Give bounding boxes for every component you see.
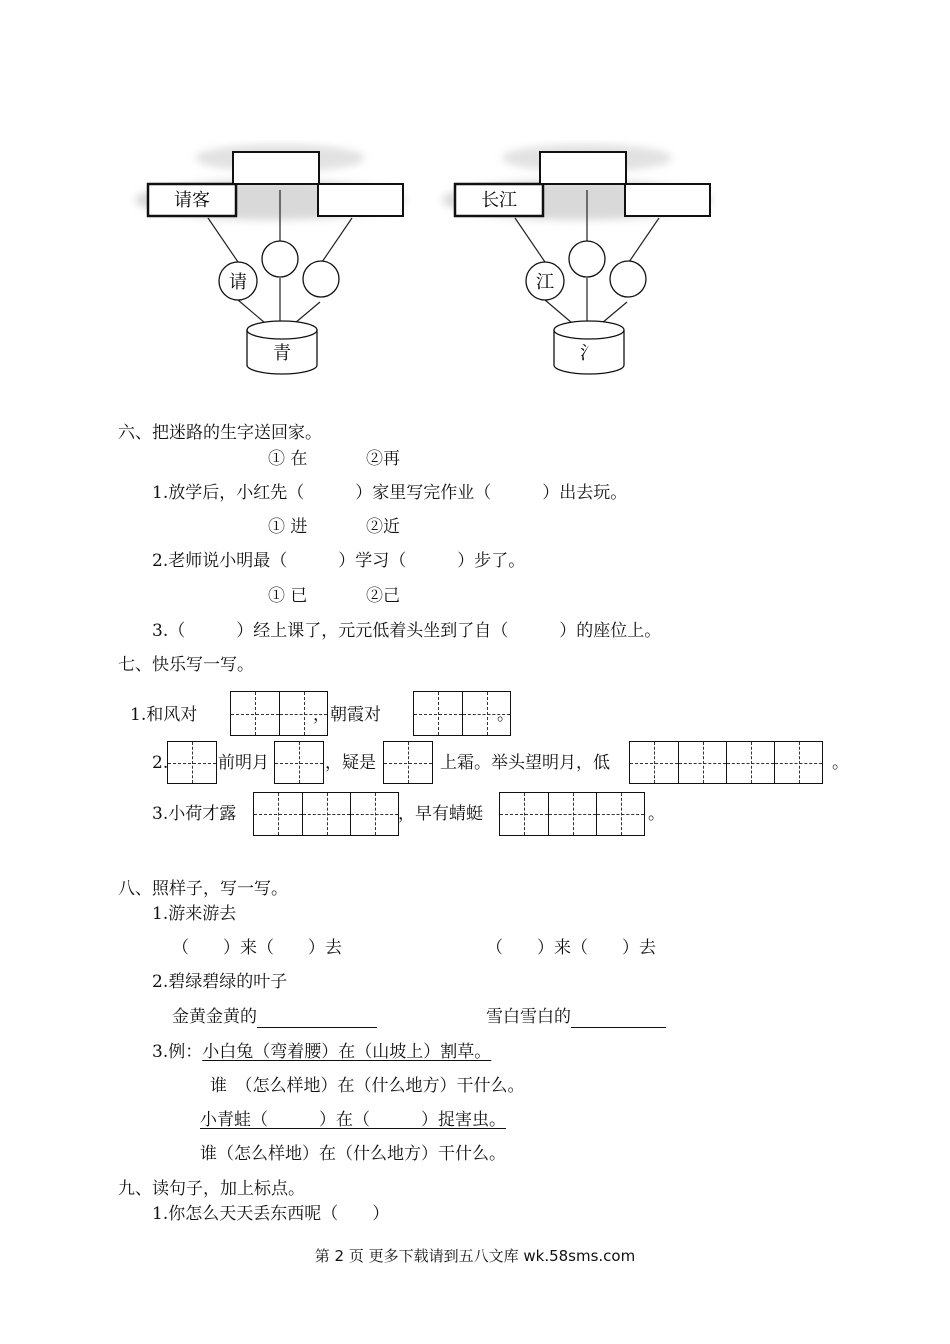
- s6-option2a: ① 进: [268, 517, 308, 537]
- s8-example3-sentence: 小白兔（弯着腰）在（山坡上）割草。: [202, 1042, 492, 1062]
- writing-grid[interactable]: [499, 792, 645, 836]
- word-tree-diagrams: [130, 140, 730, 390]
- word-tree-right: [442, 144, 712, 374]
- right-root: 氵: [580, 343, 598, 364]
- s6-option3a: ① 已: [268, 586, 308, 606]
- writing-grid[interactable]: [383, 741, 433, 784]
- section7-title: 七、快乐写一写。: [118, 655, 254, 675]
- s7-line2-e: 。: [832, 753, 849, 773]
- writing-cell[interactable]: [596, 793, 644, 835]
- s7-line2-a: 2.: [152, 753, 169, 773]
- writing-grid[interactable]: [253, 792, 399, 836]
- writing-cell[interactable]: [231, 692, 279, 735]
- s8-example2: 2.碧绿碧绿的叶子: [152, 972, 288, 992]
- s8-example3-label: 3.例：: [152, 1042, 203, 1062]
- left-root: 青: [273, 343, 291, 364]
- s7-line2-c: ，疑是: [325, 753, 376, 773]
- left-circle-char: 请: [229, 272, 247, 293]
- answer-blank[interactable]: [257, 1009, 377, 1028]
- writing-cell[interactable]: [678, 742, 726, 783]
- s7-line3-c: 。: [648, 804, 665, 824]
- writing-cell[interactable]: [774, 742, 822, 783]
- right-circle-char: 江: [536, 272, 554, 293]
- s7-line3-b: ，早有蜻蜓: [398, 804, 483, 824]
- writing-grid[interactable]: [274, 741, 324, 784]
- s8-example1: 1.游来游去: [152, 904, 237, 924]
- section8-title: 八、照样子，写一写。: [118, 879, 288, 899]
- s7-line1-b: ，朝霞对: [313, 705, 381, 725]
- s6-option1b: ②再: [366, 449, 400, 469]
- page-footer: 第 2 页 更多下载请到五八文库 wk.58sms.com: [314, 1247, 636, 1265]
- writing-cell[interactable]: [384, 742, 432, 783]
- s6-option1a: ① 在: [268, 449, 308, 469]
- s8-fill2a: 金黄金黄的: [172, 1007, 257, 1027]
- s6-question1: 1.放学后，小红先（ ）家里写完作业（ ）出去玩。: [152, 483, 628, 503]
- s7-line1-c: 。: [497, 705, 514, 725]
- section6-title: 六、把迷路的生字送回家。: [118, 423, 322, 443]
- s7-line2-d: 上霜。举头望明月，低: [440, 753, 610, 773]
- writing-cell[interactable]: [350, 793, 398, 835]
- s8-fill1a: （ ）来（ ）去: [172, 938, 342, 958]
- s8-pattern1: 谁 （怎么样地）在（什么地方）干什么。: [210, 1076, 525, 1096]
- s6-question2: 2.老师说小明最（ ）学习（ ）步了。: [152, 551, 526, 571]
- s8-fill2a-row: [172, 1006, 377, 1028]
- s8-pattern2: 谁（怎么样地）在（什么地方）干什么。: [200, 1144, 506, 1164]
- writing-cell[interactable]: [548, 793, 596, 835]
- writing-cell[interactable]: [168, 742, 216, 783]
- s8-fill1b: （ ）来（ ）去: [486, 938, 656, 958]
- writing-cell[interactable]: [726, 742, 774, 783]
- writing-cell[interactable]: [500, 793, 548, 835]
- writing-cell[interactable]: [414, 692, 462, 735]
- right-word: 长江: [481, 190, 517, 211]
- writing-grid[interactable]: [629, 741, 823, 784]
- word-tree-left: [135, 144, 405, 374]
- s8-question3: 小青蛙（ ）在（ ）捉害虫。: [200, 1110, 506, 1130]
- left-word: 请客: [174, 190, 210, 211]
- answer-blank[interactable]: [571, 1009, 666, 1028]
- s6-option2b: ②近: [366, 517, 400, 537]
- s7-line2-b: 前明月: [218, 753, 269, 773]
- s9-question1: 1.你怎么天天丢东西呢（ ）: [152, 1204, 390, 1224]
- s7-line1-a: 1.和风对: [130, 705, 198, 725]
- writing-grid[interactable]: [167, 741, 217, 784]
- writing-cell[interactable]: [630, 742, 678, 783]
- s7-line3-a: 3.小荷才露: [152, 804, 237, 824]
- s6-question3: 3.（ ）经上课了，元元低着头坐到了自（ ）的座位上。: [152, 621, 662, 641]
- s6-option3b: ②己: [366, 586, 400, 606]
- s8-fill2b-row: [486, 1006, 666, 1028]
- writing-cell[interactable]: [275, 742, 323, 783]
- s8-fill2b: 雪白雪白的: [486, 1007, 571, 1027]
- writing-cell[interactable]: [254, 793, 302, 835]
- section9-title: 九、读句子，加上标点。: [118, 1179, 305, 1199]
- writing-cell[interactable]: [302, 793, 350, 835]
- s8-example3-row: [152, 1041, 491, 1063]
